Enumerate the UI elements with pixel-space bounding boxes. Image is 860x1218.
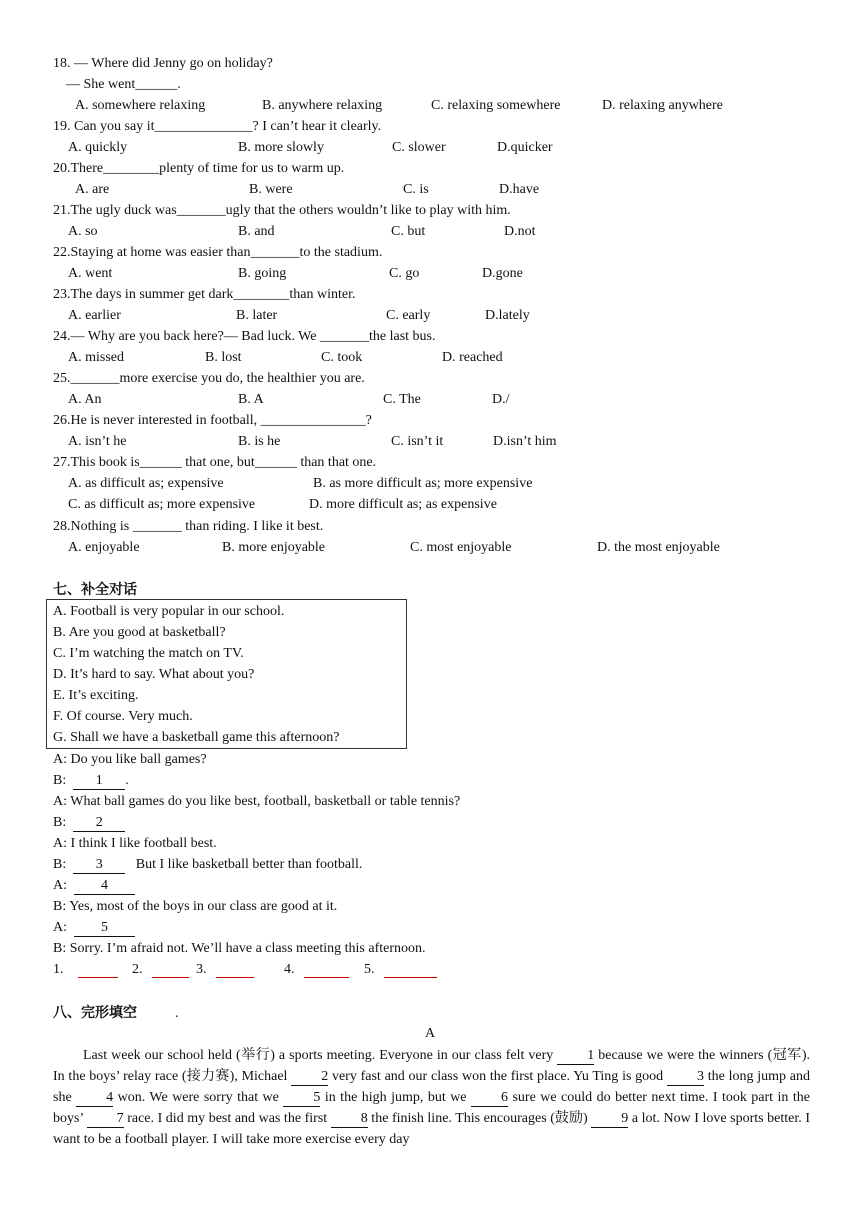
option-c: C. most enjoyable [410,540,512,555]
option-d: D.gone [482,266,523,281]
option-a: A. quickly [68,140,128,155]
cloze-blank-5: 5 [283,1090,320,1107]
question-19-options [0,138,860,158]
blank-2: 2 [73,815,125,832]
answer-num-4: 4. [284,962,295,977]
question-18: 18. — Where did Jenny go on holiday? [53,56,273,71]
option-d: D.quicker [497,140,553,155]
option-d: D. reached [442,350,503,365]
passage-text: Last week our school held (举行) a sports meeting. Everyone in our class felt very [83,1048,558,1063]
question-25: 25._______more exercise you do, the healthier you are. [53,371,365,386]
answer-num-1: 1. [53,962,64,977]
dialogue-text: But I like basketball better than football. [125,857,363,872]
heading-dot: . [175,1006,179,1021]
option-d: D.lately [485,308,530,323]
option-d: D.have [499,182,540,197]
question-20: 20.There________plenty of time for us to warm up. [53,161,345,176]
blank-5: 5 [74,920,135,937]
option-a: A. An [68,392,102,407]
option-b: B. were [249,182,293,197]
passage-text: sure we could do better next time. I took part in the boys’ [53,1090,810,1126]
cloze-blank-6: 6 [471,1090,508,1107]
passage-text: won. We were sorry that we [113,1090,284,1105]
box-option-a: A. Football is very popular in our school. [53,604,285,619]
dialogue-line-7 [53,876,135,896]
answer-num-3: 3. [196,962,207,977]
option-b: B. lost [205,350,242,365]
question-22: 22.Staying at home was easier than_______to the stadium. [53,245,383,260]
question-28: 28.Nothing is _______ than riding. I like it best. [53,519,324,534]
blank-3: 3 [73,857,125,874]
passage-text: race. I did my best and was the first [123,1111,331,1126]
answer-blank-2[interactable] [152,962,189,978]
passage-text: very fast and our class won the first place. Yu Ting is good [328,1069,667,1084]
question-26: 26.He is never interested in football, _______________? [53,413,372,428]
box-option-d: D. It’s hard to say. What about you? [53,667,255,682]
cloze-passage [53,1045,810,1150]
option-a: A. went [68,266,113,281]
option-c: C. is [403,182,429,197]
question-18-answer-line: — She went______. [66,77,181,92]
question-28-options [0,538,860,558]
question-27: 27.This book is______ that one, but______ than that one. [53,455,377,470]
dialogue-line-8: B: Yes, most of the boys in our class are good at it. [53,899,338,914]
section-8-heading: 八、完形填空 [53,1005,137,1021]
option-b: B. is he [238,434,281,449]
box-option-e: E. It’s exciting. [53,688,139,703]
option-a: A. missed [68,350,124,365]
box-option-g: G. Shall we have a basketball game this afternoon? [53,730,340,745]
option-a: A. earlier [68,308,121,323]
dialogue-line-5: A: I think I like football best. [53,836,217,851]
option-a: A. so [68,224,98,239]
blank-1: 1 [73,773,125,790]
speaker: A: [53,878,74,893]
option-b: B. going [238,266,287,281]
speaker: B: [53,773,74,788]
question-23-options [0,306,860,326]
question-26-options [0,432,860,452]
dialogue-line-6 [53,855,362,875]
option-a: A. somewhere relaxing [75,98,206,113]
answer-blank-4[interactable] [304,962,349,978]
option-a: A. as difficult as; expensive [68,476,224,491]
option-b: B. later [236,308,278,323]
question-25-options [0,390,860,410]
option-b: B. and [238,224,275,239]
answer-blank-1[interactable] [78,962,118,978]
dialogue-line-9 [53,918,135,938]
question-27-options-row2 [0,495,860,515]
option-c: C. took [321,350,363,365]
answer-blank-5[interactable] [384,962,437,978]
answer-num-5: 5. [364,962,375,977]
question-23: 23.The days in summer get dark________than winter. [53,287,356,302]
question-18-options [0,96,860,116]
option-d: D. relaxing anywhere [602,98,723,113]
box-option-c: C. I’m watching the match on TV. [53,646,244,661]
punct: . [125,773,129,788]
cloze-blank-2: 2 [291,1069,328,1086]
speaker: B: [53,815,74,830]
cloze-blank-1: 1 [557,1048,594,1065]
option-c: C. slower [392,140,446,155]
option-c: C. The [383,392,421,407]
answer-line [0,960,860,980]
passage-text: a lot. Now I love sports better. I want to be a football player. I will take more exercise every day [53,1111,810,1147]
option-a: A. enjoyable [68,540,140,555]
option-d: D.not [504,224,536,239]
option-b: B. A [238,392,264,407]
blank-4: 4 [74,878,135,895]
question-24: 24.— Why are you back here?— Bad luck. We _______the last bus. [53,329,436,344]
option-b: B. more enjoyable [222,540,326,555]
option-d: D. the most enjoyable [597,540,720,555]
cloze-blank-7: 7 [87,1111,124,1128]
passage-text: the finish line. This encourages (鼓励) [367,1111,592,1126]
question-21: 21.The ugly duck was_______ugly that the others wouldn’t like to play with him. [53,203,511,218]
dialogue-line-3: A: What ball games do you like best, football, basketball or table tennis? [53,794,461,809]
option-c: C. go [389,266,420,281]
dialogue-line-4 [53,813,125,833]
passage-text: in the high jump, but we [320,1090,471,1105]
box-option-f: F. Of course. Very much. [53,709,193,724]
answer-blank-3[interactable] [216,962,254,978]
dialogue-line-10: B: Sorry. I’m afraid not. We’ll have a class meeting this afternoon. [53,941,426,956]
answer-num-2: 2. [132,962,143,977]
passage-text: the long jump and she [53,1069,810,1105]
cloze-blank-3: 3 [667,1069,704,1086]
speaker: A: [53,920,74,935]
option-a: A. isn’t he [68,434,127,449]
option-c: C. isn’t it [391,434,444,449]
question-22-options [0,264,860,284]
question-21-options [0,222,860,242]
option-d: D.isn’t him [493,434,557,449]
option-d: D. more difficult as; as expensive [309,497,497,512]
option-b: B. more slowly [238,140,324,155]
option-c: C. as difficult as; more expensive [68,497,256,512]
cloze-blank-4: 4 [76,1090,113,1107]
question-27-options-row1 [0,474,860,494]
passage-text: because we were the winners (冠军). In the boys’ relay race (接力赛), Michael [53,1048,810,1084]
option-c: C. early [386,308,431,323]
option-b: B. anywhere relaxing [262,98,383,113]
speaker: B: [53,857,74,872]
passage-title: A [425,1026,436,1041]
option-c: C. but [391,224,426,239]
box-option-b: B. Are you good at basketball? [53,625,226,640]
dialogue-line-2 [53,771,129,791]
option-d: D./ [492,392,510,407]
cloze-blank-9: 9 [591,1111,628,1128]
dialogue-line-1: A: Do you like ball games? [53,752,207,767]
option-a: A. are [75,182,110,197]
question-24-options [0,348,860,368]
question-19: 19. Can you say it______________? I can’t hear it clearly. [53,119,382,134]
option-c: C. relaxing somewhere [431,98,561,113]
question-20-options [0,180,860,200]
section-7-heading: 七、补全对话 [53,582,137,598]
cloze-blank-8: 8 [331,1111,368,1128]
option-b: B. as more difficult as; more expensive [313,476,533,491]
